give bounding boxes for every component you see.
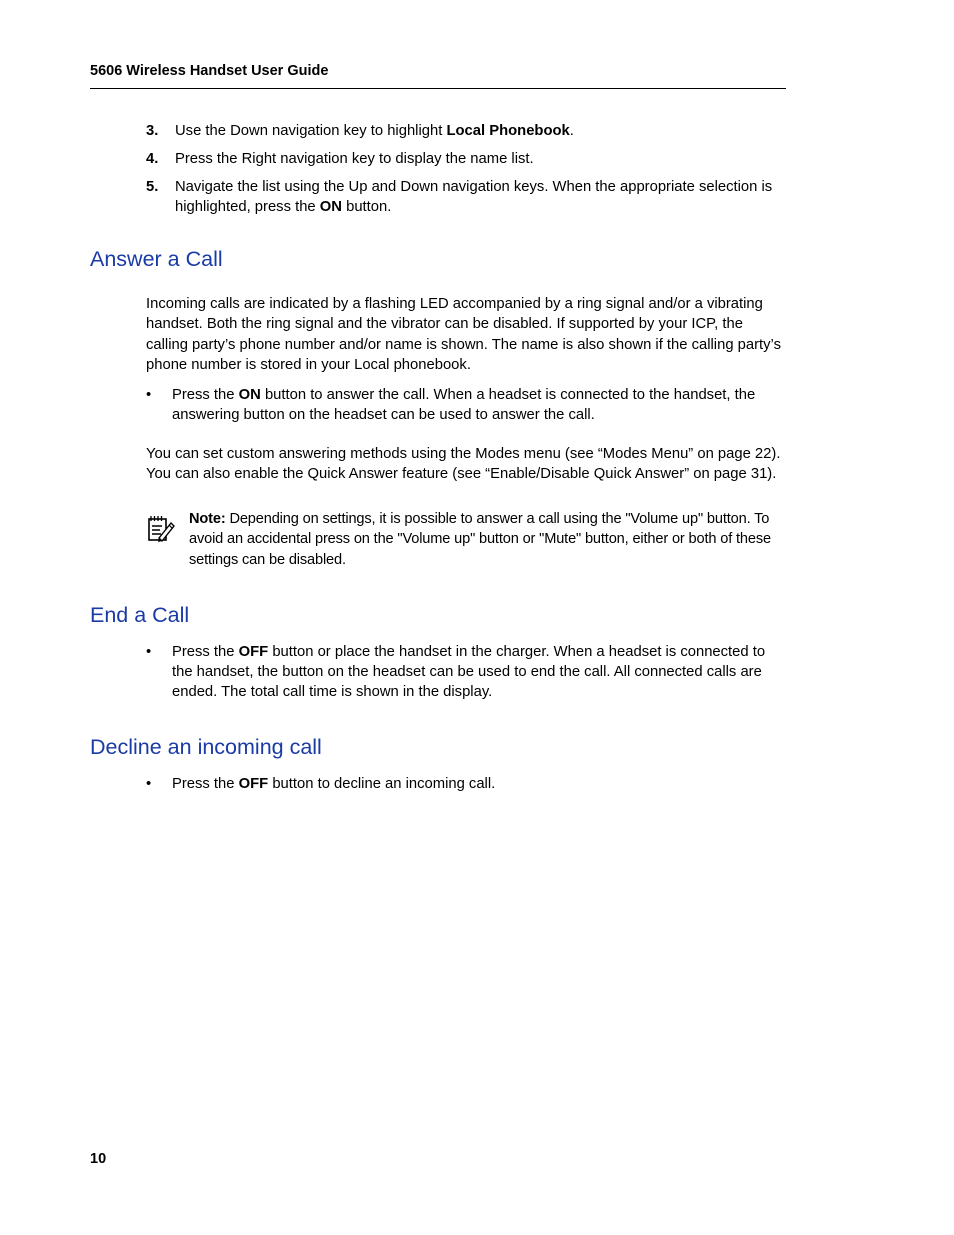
- step-text: Use the Down navigation key to highlight Local Phonebook.: [175, 123, 574, 139]
- bullet-text: Press the OFF button to decline an incoming call.: [172, 776, 496, 792]
- note-text: Depending on settings, it is possible to answer a call using the "Volume up" button. To avoid an accidental press on the "Volume up" button or "Mute" button, either or both of these settings can be disabled.: [189, 511, 771, 568]
- step-text: Press the Right navigation key to display the name list.: [175, 151, 534, 167]
- section-heading-decline-an-incoming-call: Decline an incoming call: [90, 735, 322, 759]
- step-text: Navigate the list using the Up and Down navigation keys. When the appropriate selection is highlighted, press the ON button.: [175, 179, 773, 215]
- bullet-marker: •: [146, 776, 152, 792]
- bullet-marker: •: [146, 644, 152, 660]
- custom-answering-paragraph: You can set custom answering methods using the Modes menu (see “Modes Menu” on page 22). You can also enable the Quick Answer feature (see “Enable/Disable Quick Answer” on page 31).: [146, 446, 781, 483]
- answer-intro-paragraph: Incoming calls are indicated by a flashing LED accompanied by a ring signal and/or a vibrating handset. Both the ring signal and the vibrator can be disabled. If supported by your ICP, the calling party’s phone number and/or name is shown. The name is also shown if the calling party’s phone number is stored in your Local phonebook.: [146, 296, 781, 374]
- section-heading-answer-a-call: Answer a Call: [90, 247, 223, 271]
- header-divider: [90, 88, 786, 89]
- note-callout: [189, 509, 786, 570]
- bullet-text: Press the OFF button or place the handset in the charger. When a headset is connected to the handset, the button on the headset can be used to end the call. All connected calls are ended. The total call time is shown in the display.: [172, 644, 766, 700]
- step-number: 4.: [146, 151, 159, 167]
- note-label: Note:: [189, 511, 226, 527]
- step-number: 5.: [146, 179, 159, 195]
- running-header-title: 5606 Wireless Handset User Guide: [90, 63, 329, 79]
- note-pad-pencil-icon: [146, 514, 176, 544]
- bullet-marker: •: [146, 387, 152, 403]
- step-number: 3.: [146, 123, 159, 139]
- page-number: 10: [90, 1151, 107, 1167]
- bullet-text: Press the ON button to answer the call. When a headset is connected to the handset, the answering button on the headset can be used to answer the call.: [172, 387, 756, 423]
- section-heading-end-a-call: End a Call: [90, 603, 190, 627]
